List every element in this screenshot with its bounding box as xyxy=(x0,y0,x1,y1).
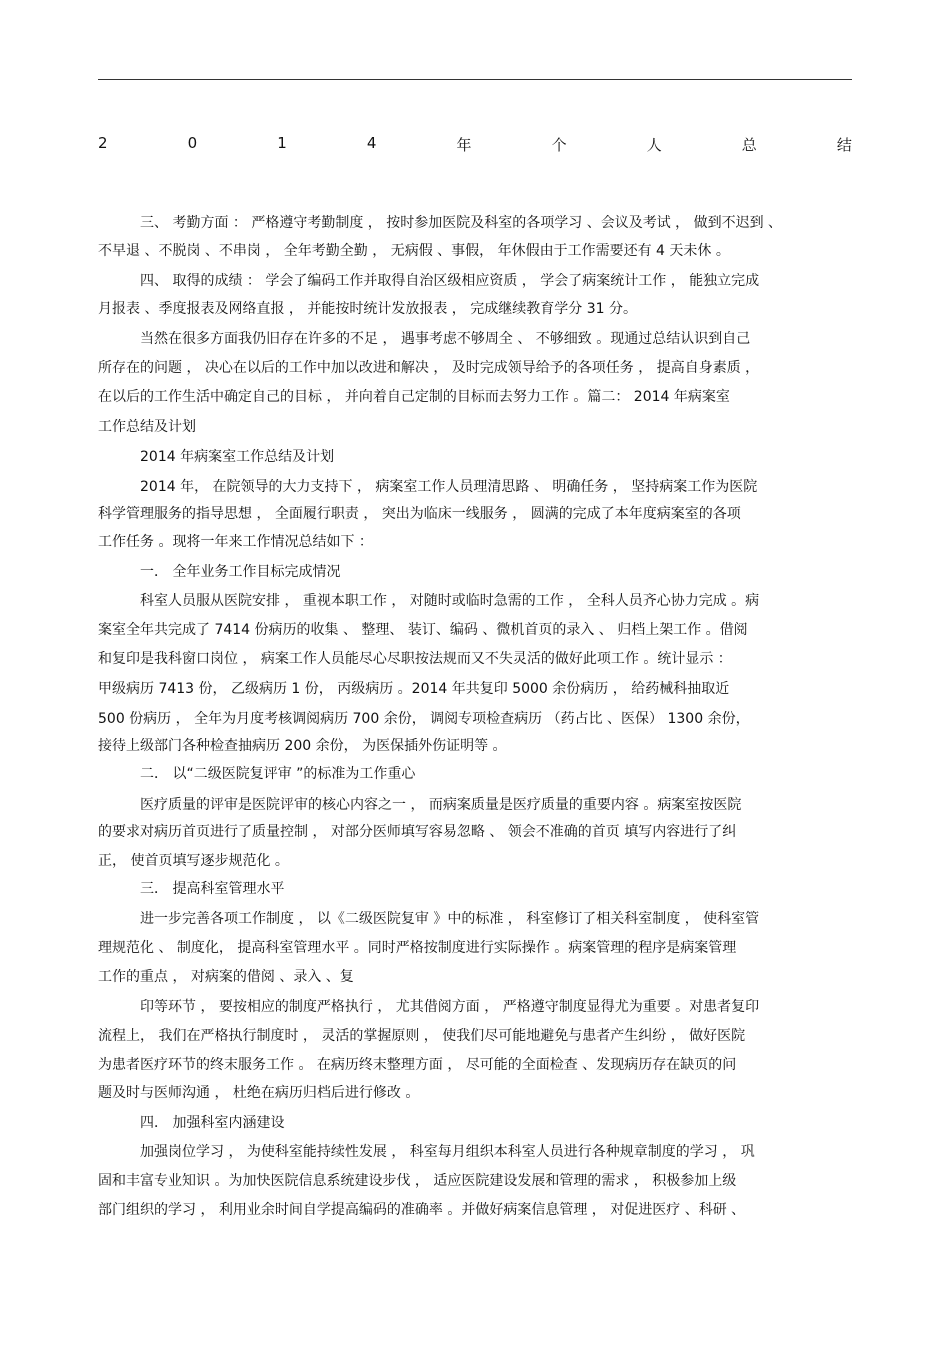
text-line: 案室全年共完成了 7414 份病历的收集 、 整理、 装订、编码 、微机首页的录入 、 归档上架工作 。借阅 xyxy=(98,622,748,638)
header-rule xyxy=(98,79,852,80)
title-char: 人 xyxy=(646,136,662,154)
text-line: 工作任务 。现将一年来工作情况总结如下 ： xyxy=(98,534,373,550)
text-line: 和复印是我科窗口岗位 ， 病案工作人员能尽心尽职按法规而又不失灵活的做好此项工作 。统计显示 ： xyxy=(98,651,732,667)
text-line: 2014 年， 在院领导的大力支持下 ， 病案室工作人员理清思路 、 明确任务 ， 坚持病案工作为医院 xyxy=(140,479,758,495)
text-line: 固和丰富专业知识 。为加快医院信息系统建设步伐 ， 适应医院建设发展和管理的需求 ， 积极参加上级 xyxy=(98,1173,737,1189)
section-heading: 二． 以“二级医院复评审 ”的标准为工作重心 xyxy=(140,766,416,782)
text-line: 医疗质量的评审是医院评审的核心内容之一 ， 而病案质量是医疗质量的重要内容 。病案室按医院 xyxy=(140,797,742,813)
section-heading: 四． 加强科室内涵建设 xyxy=(140,1115,285,1131)
title-char: 结 xyxy=(836,136,852,154)
text-line: 500 份病历 ， 全年为月度考核调阅病历 700 余份， 调阅专项检查病历 （药占比 、医保） 1300 余份， xyxy=(98,711,750,727)
text-line: 部门组织的学习 ， 利用业余时间自学提高编码的准确率 。并做好病案信息管理 ， 对促进医疗 、科研 、 xyxy=(98,1202,746,1218)
page-title xyxy=(98,134,852,155)
text-line: 为患者医疗环节的终末服务工作 。 在病历终末整理方面 ， 尽可能的全面检查 、发现病历存在缺页的问 xyxy=(98,1057,737,1073)
text-line: 进一步完善各项工作制度 ， 以《二级医院复审 》中的标准 ， 科室修订了相关科室制度 ， 使科室管 xyxy=(140,911,760,927)
title-char: 个 xyxy=(551,136,567,154)
text-line: 不早退 、不脱岗 、不串岗 ， 全年考勤全勤 ， 无病假 、事假， 年休假由于工作需要还有 4 天未休 。 xyxy=(98,243,730,259)
text-line: 三、 考勤方面 ： 严格遵守考勤制度 ， 按时参加医院及科室的各项学习 、会议及考试 ， 做到不迟到 、 xyxy=(140,215,783,231)
text-line: 印等环节 ， 要按相应的制度严格执行 ， 尤其借阅方面 ， 严格遵守制度显得尤为重要 。对患者复印 xyxy=(140,999,760,1015)
text-line: 当然在很多方面我仍旧存在许多的不足 ， 遇事考虑不够周全 、 不够细致 。现通过总结认识到自己 xyxy=(140,331,751,347)
section-heading: 2014 年病案室工作总结及计划 xyxy=(140,449,335,465)
title-char: 1 xyxy=(277,134,287,152)
text-line: 月报表 、季度报表及网络直报 ， 并能按时统计发放报表 ， 完成继续教育学分 31 分。 xyxy=(98,301,637,317)
text-line: 科学管理服务的指导思想 ， 全面履行职责 ， 突出为临床一线服务 ， 圆满的完成了本年度病案室的各项 xyxy=(98,506,741,522)
text-line: 加强岗位学习 ， 为使科室能持续性发展 ， 科室每月组织本科室人员进行各种规章制度的学习 ， 巩 xyxy=(140,1144,755,1160)
text-line: 工作的重点 ， 对病案的借阅 、录入 、复 xyxy=(98,969,354,985)
title-char: 年 xyxy=(456,136,472,154)
text-line: 题及时与医师沟通 ， 杜绝在病历归档后进行修改 。 xyxy=(98,1085,420,1101)
text-line: 理规范化 、 制度化， 提高科室管理水平 。同时严格按制度进行实际操作 。病案管理的程序是病案管理 xyxy=(98,940,737,956)
text-line: 四、 取得的成绩 ： 学会了编码工作并取得自治区级相应资质 ， 学会了病案统计工作 ， 能独立完成 xyxy=(140,273,760,289)
text-line: 正， 使首页填写逐步规范化 。 xyxy=(98,853,289,869)
text-line: 甲级病历 7413 份， 乙级病历 1 份， 丙级病历 。2014 年共复印 5000 余份病历 ， 给药械科抽取近 xyxy=(98,681,730,697)
title-char: 总 xyxy=(741,136,757,154)
text-line: 的要求对病历首页进行了质量控制 ， 对部分医师填写容易忽略 、 领会不准确的首页 填写内容进行了纠 xyxy=(98,824,737,840)
text-line: 接待上级部门各种检查抽病历 200 余份， 为医保插外伤证明等 。 xyxy=(98,738,507,754)
text-line: 在以后的工作生活中确定自己的目标 ， 并向着自己定制的目标而去努力工作 。篇二： 2014 年病案室 xyxy=(98,389,730,405)
title-char: 2 xyxy=(98,134,108,152)
section-heading: 一． 全年业务工作目标完成情况 xyxy=(140,564,341,580)
text-line: 工作总结及计划 xyxy=(98,419,196,435)
section-heading: 三． 提高科室管理水平 xyxy=(140,881,285,897)
text-line: 流程上， 我们在严格执行制度时 ， 灵活的掌握原则 ， 使我们尽可能地避免与患者产生纠纷 ， 做好医院 xyxy=(98,1028,746,1044)
text-line: 科室人员服从医院安排 ， 重视本职工作 ， 对随时或临时急需的工作 ， 全科人员齐心协力完成 。病 xyxy=(140,593,760,609)
title-char: 4 xyxy=(366,134,377,152)
title-char: 0 xyxy=(187,134,198,152)
text-line: 所存在的问题 ， 决心在以后的工作中加以改进和解决 ， 及时完成领导给予的各项任务 ， 提高自身素质 ， xyxy=(98,360,760,376)
